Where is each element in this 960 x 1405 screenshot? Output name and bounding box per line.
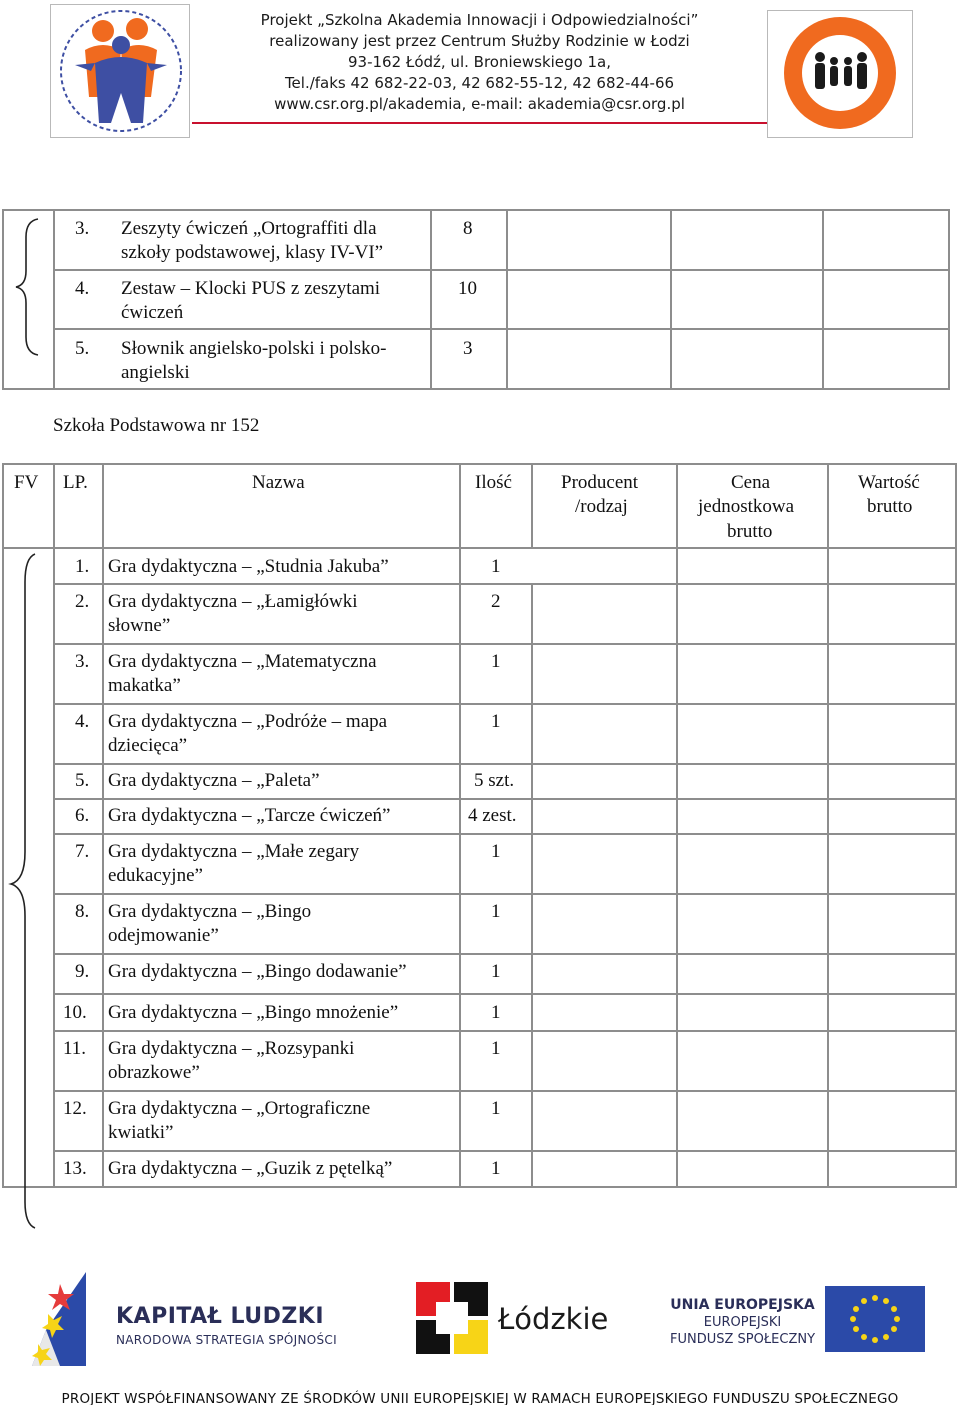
project-operator: realizowany jest przez Centrum Służby Rodzinie w Łodzi — [269, 32, 690, 50]
table-row-lp: 5. — [75, 338, 90, 359]
table-row-name: Gra dydaktyczna – „Łamigłówki — [108, 591, 358, 612]
table-row-lp: 13. — [63, 1158, 87, 1179]
kapital-ludzki-subtitle: NARODOWA STRATEGIA SPÓJNOŚCI — [116, 1333, 337, 1347]
project-website: www.csr.org.pl/akademia, e-mail: akademia@csr.org.pl — [274, 95, 685, 113]
kapital-ludzki-title: KAPITAŁ LUDZKI — [116, 1304, 325, 1329]
header-gross-value-cont: brutto — [867, 496, 913, 517]
table2-row-divider — [53, 798, 957, 800]
table-row-name: Zeszyty ćwiczeń „Ortograffiti dla — [121, 218, 377, 239]
table-row-name: Zestaw – Klocki PUS z zeszytami — [121, 278, 381, 299]
header-fv: FV — [14, 472, 39, 493]
table2-row-divider — [53, 833, 957, 835]
table2-col-divider — [676, 463, 678, 1188]
table2-group-brace — [5, 552, 37, 1230]
table2-top-border — [2, 463, 957, 465]
table2-row-divider — [53, 893, 957, 895]
header-unit-price: Cena — [731, 472, 771, 493]
table-row-name-cont: edukacyjne” — [108, 865, 203, 886]
table-row-name-cont: dziecięca” — [108, 735, 188, 756]
cofinancing-note: PROJEKT WSPÓŁFINANSOWANY ZE ŚRODKÓW UNII EUROPEJSKIEJ W RAMACH EUROPEJSKIEGO FUNDUSZU SPOŁECZNEGO — [61, 1391, 899, 1405]
eu-flag-icon — [825, 1286, 925, 1352]
table-row-qty: 5 szt. — [474, 770, 515, 791]
table-row-name: Gra dydaktyczna – „Studnia Jakuba” — [108, 556, 389, 577]
table-row-name-cont: obrazkowe” — [108, 1062, 200, 1083]
table-row-name: Gra dydaktyczna – „Guzik z pętelką” — [108, 1158, 393, 1179]
lodzkie-logo — [416, 1282, 488, 1354]
table1-group-brace — [12, 217, 42, 357]
table-row-lp: 6. — [75, 805, 90, 826]
table-row-qty: 1 — [491, 1002, 501, 1023]
table1-top-border — [2, 209, 950, 211]
table1-col-divider — [53, 209, 55, 390]
table-row-lp: 2. — [75, 591, 90, 612]
table2-col-divider — [459, 463, 461, 1188]
table-row-qty: 1 — [491, 901, 501, 922]
table1-col-divider — [430, 209, 432, 390]
eu-line-2: EUROPEJSKI — [703, 1315, 782, 1330]
table-row-lp: 12. — [63, 1098, 87, 1119]
project-phone: Tel./faks 42 682-22-03, 42 682-55-12, 42 682-44-66 — [284, 74, 675, 92]
table2-col-divider — [531, 583, 533, 1188]
lodzkie-wordmark: Łódzkie — [498, 1302, 609, 1336]
table-row-lp: 3. — [75, 218, 90, 239]
table-row-qty: 1 — [491, 711, 501, 732]
table1-col-divider — [670, 209, 672, 390]
school-name: Szkoła Podstawowa nr 152 — [53, 415, 260, 436]
table-row-lp: 9. — [75, 961, 90, 982]
table-row-name-cont: słowne” — [108, 615, 171, 636]
header-unit-price-cont: brutto — [727, 521, 773, 542]
table-row-lp: 5. — [75, 770, 90, 791]
table2-col-divider — [827, 463, 829, 1188]
eu-line-1: UNIA EUROPEJSKA — [670, 1297, 815, 1313]
header-gross-value: Wartość — [858, 472, 920, 493]
header-unit-price-cont: jednostkowa — [698, 496, 795, 517]
school-academy-logo — [50, 4, 190, 138]
table2-bottom-border — [2, 1186, 957, 1188]
table-row-qty: 1 — [491, 841, 501, 862]
table-row-name: Gra dydaktyczna – „Rozsypanki — [108, 1038, 355, 1059]
header-producer: Producent — [561, 472, 639, 493]
header-qty: Ilość — [475, 472, 512, 493]
family-service-center-logo — [767, 10, 913, 138]
table-row-name-cont: szkoły podstawowej, klasy IV-VI” — [121, 242, 384, 263]
eu-line-3: FUNDUSZ SPOŁECZNY — [670, 1332, 816, 1347]
table-row-qty: 1 — [491, 1098, 501, 1119]
table1-right-border — [948, 209, 950, 390]
table-row-lp: 4. — [75, 278, 90, 299]
table2-right-border — [955, 463, 957, 1188]
table-row-name: Gra dydaktyczna – „Podróże – mapa — [108, 711, 388, 732]
table-row-lp: 1. — [75, 556, 90, 577]
table1-col-divider — [506, 209, 508, 390]
table2-row-divider — [53, 643, 957, 645]
table-row-name-cont: angielski — [121, 362, 190, 383]
table-row-qty: 2 — [491, 591, 501, 612]
table-row-qty: 1 — [491, 961, 501, 982]
project-address: 93-162 Łódź, ul. Broniewskiego 1a, — [348, 53, 611, 71]
table-row-qty: 10 — [458, 278, 477, 299]
table2-row-divider — [53, 993, 957, 995]
table-row-lp: 8. — [75, 901, 90, 922]
table1-col-divider — [822, 209, 824, 390]
table2-row-divider — [53, 1030, 957, 1032]
table2-row-divider — [53, 953, 957, 955]
table-row-name: Gra dydaktyczna – „Bingo dodawanie” — [108, 961, 407, 982]
table2-col-divider — [102, 463, 104, 1188]
table-row-name: Gra dydaktyczna – „Ortograficzne — [108, 1098, 371, 1119]
table-row-lp: 7. — [75, 841, 90, 862]
table-row-name: Gra dydaktyczna – „Matematyczna — [108, 651, 377, 672]
project-info — [192, 10, 767, 115]
project-title: Projekt „Szkolna Akademia Innowacji i Odpowiedzialności” — [260, 11, 699, 29]
table-row-name-cont: ćwiczeń — [121, 302, 184, 323]
table-row-qty: 4 zest. — [468, 805, 517, 826]
table1-row-divider — [53, 269, 950, 271]
table-row-name: Gra dydaktyczna – „Tarcze ćwiczeń” — [108, 805, 391, 826]
header-divider — [192, 122, 767, 124]
header-lp: LP. — [63, 472, 88, 493]
table-row-name-cont: kwiatki” — [108, 1122, 174, 1143]
table1-left-border — [2, 209, 4, 390]
table-row-lp: 11. — [63, 1038, 87, 1059]
table2-row-divider — [53, 703, 957, 705]
table-row-name: Gra dydaktyczna – „Małe zegary — [108, 841, 360, 862]
table-row-name: Gra dydaktyczna – „Bingo — [108, 901, 312, 922]
table2-row-divider — [53, 1150, 957, 1152]
table-row-qty: 1 — [491, 651, 501, 672]
table-row-lp: 10. — [63, 1002, 87, 1023]
table-row-qty: 8 — [463, 218, 473, 239]
table2-col-divider — [53, 463, 55, 1188]
table1-row-divider — [53, 328, 950, 330]
header-producer-cont: /rodzaj — [575, 496, 628, 517]
table2-row-divider — [53, 583, 957, 585]
table-row-name: Gra dydaktyczna – „Paleta” — [108, 770, 320, 791]
table2-col-divider — [531, 463, 533, 547]
table1-bottom-border — [2, 388, 950, 390]
table2-row-divider — [53, 1090, 957, 1092]
table-row-qty: 1 — [491, 556, 501, 577]
eu-fund-label — [670, 1296, 815, 1348]
table-row-name: Gra dydaktyczna – „Bingo mnożenie” — [108, 1002, 399, 1023]
table-row-name-cont: makatka” — [108, 675, 181, 696]
header-name: Nazwa — [252, 472, 305, 493]
table2-row-divider — [53, 763, 957, 765]
table2-header-bottom — [2, 547, 957, 549]
table-row-qty: 1 — [491, 1038, 501, 1059]
table-row-lp: 4. — [75, 711, 90, 732]
table2-left-border — [2, 463, 4, 1188]
table-row-lp: 3. — [75, 651, 90, 672]
table-row-name: Słownik angielsko-polski i polsko- — [121, 338, 387, 359]
table-row-qty: 3 — [463, 338, 473, 359]
table-row-name-cont: odejmowanie” — [108, 925, 219, 946]
table-row-qty: 1 — [491, 1158, 501, 1179]
